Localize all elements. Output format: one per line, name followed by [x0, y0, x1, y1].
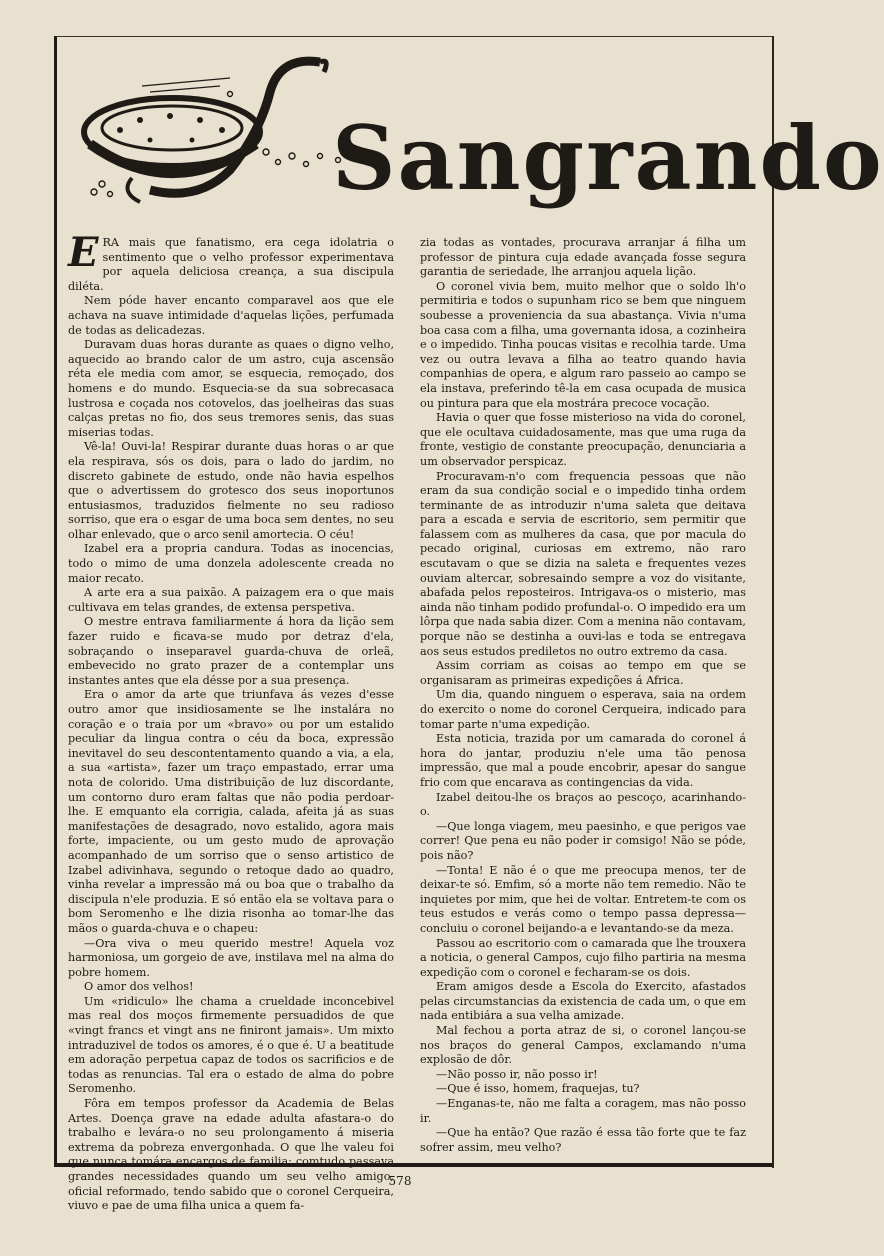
- paragraph: Duravam duas horas durante as quaes o digno velho, aquecido ao brando calor de um astro, cuja ascensão réta ele media com amor, se esquecia, remoçado, dos homens e do mundo. Esquecia-se da sua sobrecasaca lustrosa e coçada nos cotovelos, das joelheiras das suas calças pretas no fio, dos seus tremores senis, das suas miserias todas.: [68, 338, 394, 439]
- paragraph: Fôra em tempos professor da Academia de Belas Artes. Doença grave na edade adulta afastara-o do trabalho e levára-o no seu prolongamento á miseria extrema da pobreza envergonhada. O que lhe valeu foi que nunca tomára encargos de familia; comtudo passava grandes necessidades quando um seu velho amigo, oficial reformado, tendo sabido que o coronel Cerqueira, viuvo e pae de uma filha unica a quem fa-: [68, 1097, 394, 1213]
- left-column: [68, 229, 394, 1214]
- right-column: [420, 236, 746, 1155]
- paragraph: —Não posso ir, não posso ir!: [436, 1067, 598, 1081]
- page-number: 578: [388, 1174, 412, 1188]
- paragraph: O coronel vivia bem, muito melhor que o soldo lh'o permitiria e todos o supunham rico se bem que ninguem soubesse a proveniencia da sua abastança. Vivia n'uma boa casa com a filha, uma governanta idosa, a cozinheira e o impedido. Tinha poucas visitas e recolhia tarde. Uma vez ou outra levava a filha ao teatro quando havia companhias de opera, e algum raro passeio ao campo se ela instava, preferindo tê-la em casa ocupada de musica ou pintura para que ela mostrára precoce vocação.: [420, 279, 746, 410]
- paragraph: O amor dos velhos!: [84, 980, 194, 994]
- paragraph-text: RA mais que fanatismo, era cega idolatria o sentimento que o velho professor experimentava por aquela deliciosa creança, a sua discipula diléta.: [68, 236, 394, 293]
- paragraph: Esta noticia, trazida por um camarada do coronel á hora do jantar, produziu n'ele uma tão penosa impressão, que mal a poude encobrir, apesar do sangue frio com que encarava as contingencias da vida.: [420, 732, 746, 789]
- paragraph: Havia o quer que fosse misterioso na vida do coronel, que ele ocultava cuidadosamente, mas que uma ruga da fronte, vestigio de constante preocupação, denunciaria a um observador perspicaz.: [420, 411, 746, 468]
- paragraph: —Ora viva o meu querido mestre! Aquela voz harmoniosa, um gorgeio de ave, instilava mel na alma do pobre homem.: [68, 936, 394, 979]
- paragraph: Izabel deitou-lhe os braços ao pescoço, acarinhando-o.: [420, 790, 746, 819]
- paragraph: [68, 229, 394, 294]
- paragraph: —Que longa viagem, meu paesinho, e que perigos vae correr! Que pena eu não poder ir comsigo! Não se póde, pois não?: [420, 819, 746, 862]
- page-title: Sangrando: [332, 106, 884, 210]
- paragraph: —Que é isso, homem, fraquejas, tu?: [436, 1082, 640, 1096]
- paragraph: Procuravam-n'o com frequencia pessoas que não eram da sua condição social e o impedido tinha ordem terminante de as introduzir n'uma saleta que deitava para a escada e servia de escritorio, sem permitir que falassem com as mulheres da casa, que por macula do pecado original, curiosas em extremo, não raro escutavam o que se dizia na saleta e frequentes vezes ouviam altercar, sobresaindo sempre a voz do visitante, abafada pelos reposteiros. Intrigava-os o misterio, mas ainda não tinham podido profundal-o. O impedido era um lôrpa que nada sabia dizer. Com a menina não contavam, porque não se destinha a ouvi-las e toda se entregava aos seus estudos prediletos no outro extremo da casa.: [420, 469, 746, 658]
- paragraph: —Tonta! E não é o que me preocupa menos, ter de deixar-te só. Emfim, só a morte não tem remedio. Não te inquietes por mim, que hei de voltar. Entretem-te com os teus estudos e verás como o tempo passa depressa—concluiu o coronel beijando-a e levantando-se da meza.: [420, 863, 746, 935]
- paragraph: —Que ha então? Que razão é essa tão forte que te faz sofrer assim, meu velho?: [420, 1126, 746, 1154]
- paragraph: Vê-la! Ouvi-la! Respirar durante duas horas o ar que ela respirava, sós os dois, para o lado do jardim, no discreto gabinete de estudo, onde não havia espelhos que o advertissem do grotesco dos seus inoportunos entusiasmos, traduzidos fielmente no seu radioso sorriso, que era o esgar de uma boca sem dentes, no seu olhar enlevado, que o arco senil amortecia. O céu!: [68, 440, 394, 541]
- paragraph: Eram amigos desde a Escola do Exercito, afastados pelas circumstancias da existencia de cada um, o que em nada entibiára a sua velha amizade.: [420, 980, 746, 1023]
- paragraph: —Enganas-te, não me falta a coragem, mas não posso ir.: [420, 1097, 746, 1125]
- paragraph: Izabel era a propria candura. Todas as inocencias, todo o mimo de uma donzela adolescente creada no maior recato.: [68, 542, 394, 585]
- paragraph: Assim corriam as coisas ao tempo em que se organisaram as primeiras expedições á Africa.: [420, 659, 746, 687]
- paragraph: A arte era a sua paixão. A paizagem era o que mais cultivava em telas grandes, de extensa perspetiva.: [68, 586, 394, 614]
- paragraph: Nem póde haver encanto comparavel aos que ele achava na suave intimidade d'aquelas lições, perfumada de todas as delicadezas.: [68, 294, 394, 337]
- drop-cap: E: [68, 229, 99, 276]
- title-ornament: [80, 52, 884, 212]
- paragraph: Um «ridiculo» lhe chama a crueldade inconcebivel mas real dos moços firmemente persuadidos de que «vingt francs et vingt ans ne finiront jamais». Um mixto intraduzivel de todos os amores, é o que é. U a beatitude em adoração perpetua capaz de todos os sacrificios e de todas as renuncias. Tal era o estado de alma do pobre Seromenho.: [68, 994, 394, 1096]
- paragraph: Mal fechou a porta atraz de si, o coronel lançou-se nos braços do general Campos, exclamando n'uma explosão de dôr.: [420, 1024, 746, 1067]
- paragraph: Um dia, quando ninguem o esperava, saia na ordem do exercito o nome do coronel Cerqueira, indicado para tomar parte n'uma expedição.: [420, 688, 746, 731]
- paragraph: Era o amor da arte que triunfava ás vezes d'esse outro amor que insidiosamente se lhe instalára no coração e o traia por um «bravo» ou por um estalido peculiar da lingua contra o céu da boca, expressão inevitavel do seu descontentamento quando a via, a ela, a sua «artista», fazer um traço empastado, errar uma nota de colorido. Uma distribuição de luz discordante, um contorno duro eram faltas que não podia perdoar-lhe. E emquanto ela corrigia, calada, afeita já as suas manifestações de desagrado, novo estalido, agora mais forte, impaciente, ou um gesto mudo de aprovação acompanhado de um sorriso que o senso artistico de Izabel adivinhava, segundo o retoque dado ao quadro, vinha revelar a impressão má ou boa que o trabalho da discipula n'ele produzia. E só então ela se voltava para o bom Seromenho e lhe dizia risonha ao tomar-lhe das mãos o guarda-chuva e o chapeu:: [68, 688, 394, 935]
- paragraph: zia todas as vontades, procurava arranjar á filha um professor de pintura cuja edade avançada fosse segura garantia de seriedade, lhe arranjou aquela lição.: [420, 236, 746, 279]
- paragraph: Passou ao escritorio com o camarada que lhe trouxera a noticia, o general Campos, cujo filho partiria na mesma expedição com o coronel e fecharam-se os dois.: [420, 936, 746, 979]
- paragraph: O mestre entrava familiarmente á hora da lição sem fazer ruido e ficava-se mudo por detraz d'ela, sobraçando o inseparavel guarda-chuva de orleã, embevecido no grato prazer de a contemplar uns instantes antes que ela désse por a sua presença.: [68, 615, 394, 687]
